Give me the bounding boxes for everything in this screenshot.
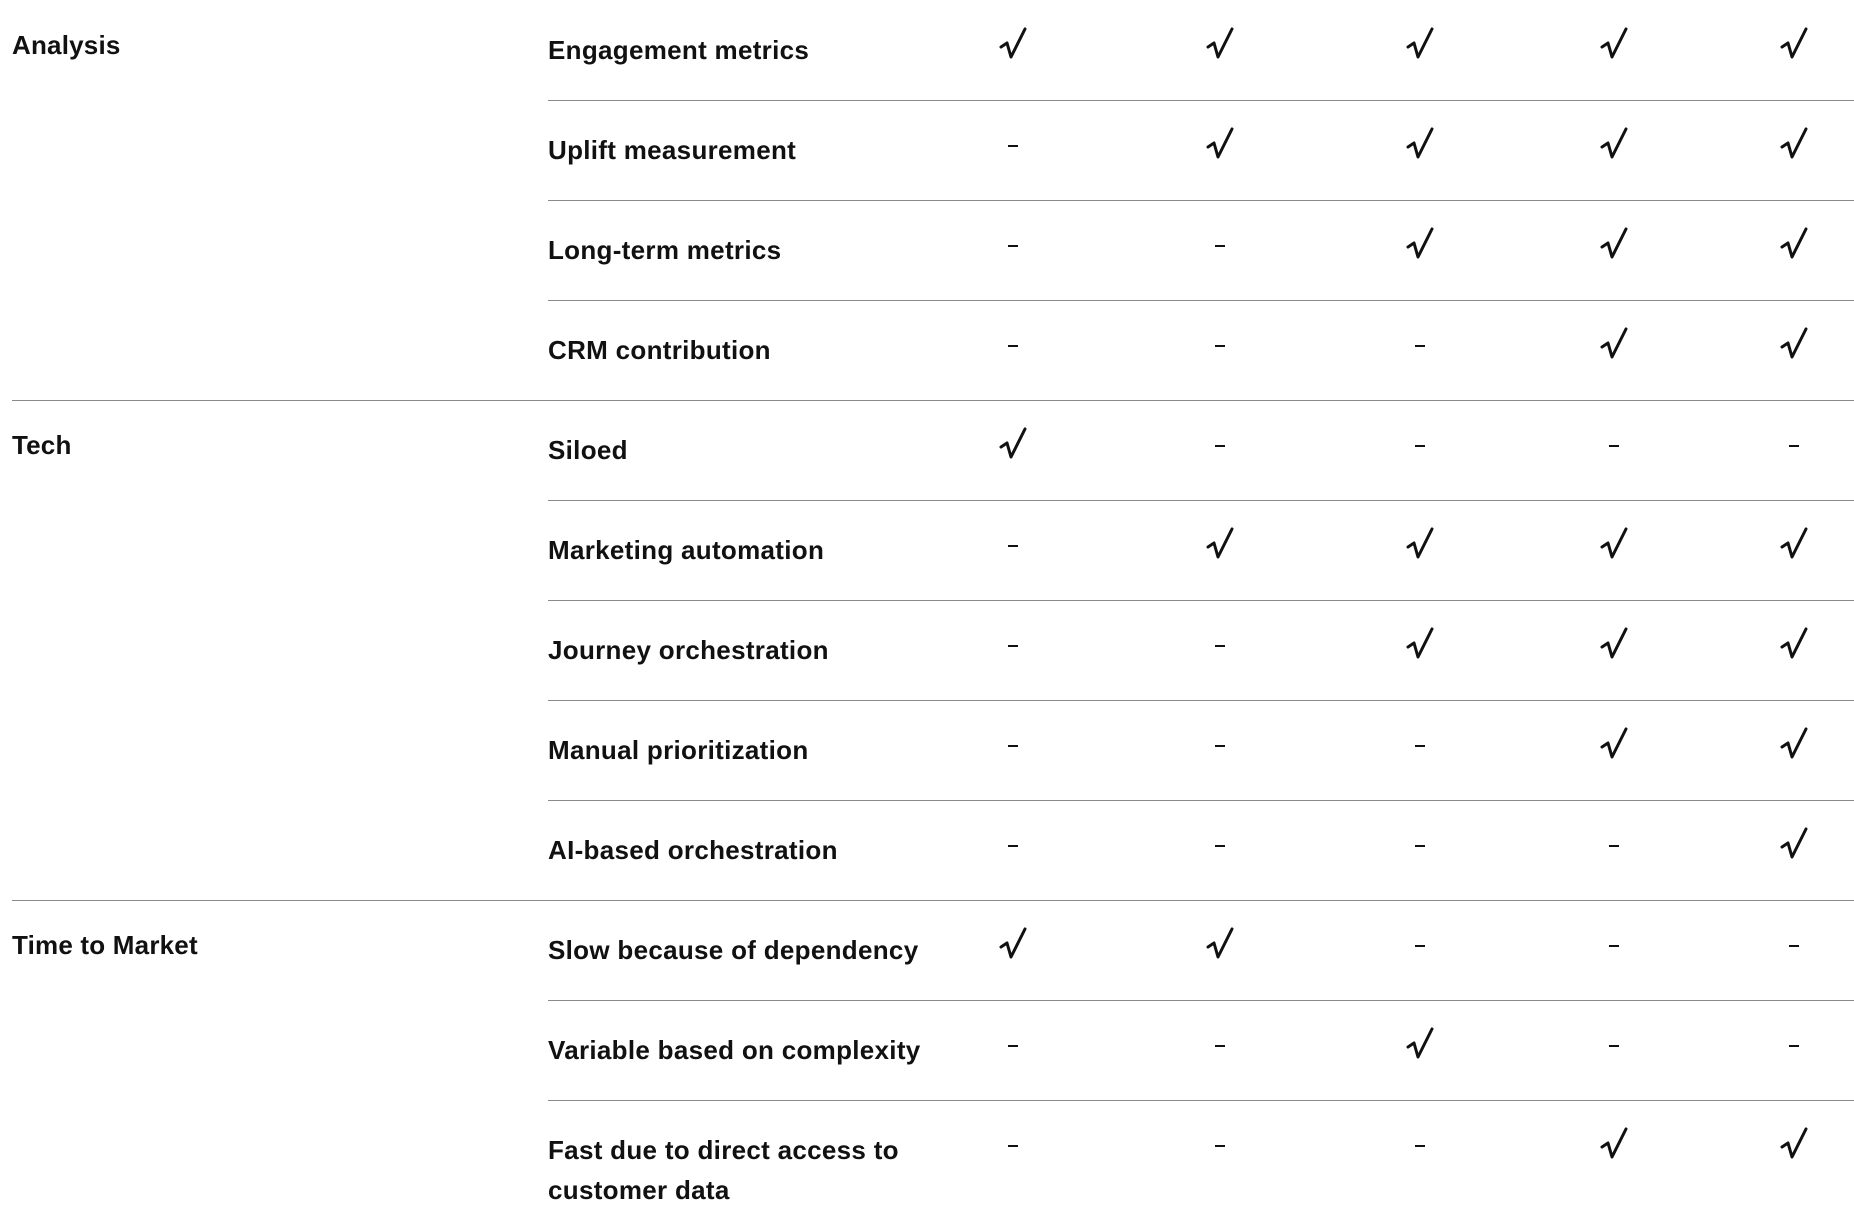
check-icon	[1599, 126, 1629, 162]
check-icon	[1405, 226, 1435, 262]
check-icon	[1779, 826, 1809, 862]
check-icon	[1599, 226, 1629, 262]
dash-icon	[1008, 245, 1018, 247]
category-label: Tech	[12, 430, 72, 460]
feature-row	[0, 0, 1854, 100]
cell-no	[1584, 1024, 1644, 1064]
cell-yes	[1764, 1124, 1824, 1164]
cell-yes	[983, 24, 1043, 64]
feature-row	[0, 900, 1854, 1000]
check-icon	[998, 426, 1028, 462]
cell-no	[1190, 1124, 1250, 1164]
check-icon	[1205, 526, 1235, 562]
cell-yes	[1190, 524, 1250, 564]
check-icon	[1599, 726, 1629, 762]
cell-no	[1584, 924, 1644, 964]
cell-no	[1764, 1024, 1824, 1064]
cell-no	[1190, 624, 1250, 664]
cell-yes	[1764, 624, 1824, 664]
category-label: Time to Market	[12, 930, 198, 960]
cell-no	[1390, 324, 1450, 364]
dash-icon	[1609, 845, 1619, 847]
feature-row	[0, 100, 1854, 200]
row-divider	[548, 1100, 1854, 1101]
check-icon	[1779, 1126, 1809, 1162]
dash-icon	[1789, 945, 1799, 947]
row-divider	[548, 600, 1854, 601]
check-icon	[1405, 26, 1435, 62]
cell-yes	[1764, 124, 1824, 164]
cell-no	[983, 624, 1043, 664]
feature-label: Journey orchestration	[548, 635, 829, 665]
row-divider	[548, 200, 1854, 201]
cell-yes	[1390, 124, 1450, 164]
dash-icon	[1415, 745, 1425, 747]
check-icon	[1205, 26, 1235, 62]
dash-icon	[1215, 445, 1225, 447]
row-divider	[548, 100, 1854, 101]
dash-icon	[1008, 545, 1018, 547]
feature-row	[0, 400, 1854, 500]
cell-no	[1390, 924, 1450, 964]
row-divider	[548, 800, 1854, 801]
feature-label: Slow because of dependency	[548, 935, 919, 965]
feature-label: Siloed	[548, 435, 628, 465]
cell-no	[1390, 824, 1450, 864]
cell-yes	[1764, 24, 1824, 64]
feature-label: Engagement metrics	[548, 35, 810, 65]
cell-yes	[1764, 724, 1824, 764]
cell-no	[1190, 1024, 1250, 1064]
feature-label: Variable based on complexity	[548, 1035, 921, 1065]
dash-icon	[1008, 845, 1018, 847]
cell-no	[1190, 824, 1250, 864]
cell-yes	[1764, 324, 1824, 364]
dash-icon	[1609, 445, 1619, 447]
dash-icon	[1415, 445, 1425, 447]
cell-yes	[1584, 624, 1644, 664]
cell-no	[1764, 424, 1824, 464]
dash-icon	[1008, 145, 1018, 147]
cell-yes	[1390, 24, 1450, 64]
check-icon	[1405, 1026, 1435, 1062]
cell-no	[983, 724, 1043, 764]
cell-no	[1390, 424, 1450, 464]
row-divider	[548, 300, 1854, 301]
cell-no	[1190, 224, 1250, 264]
check-icon	[1779, 26, 1809, 62]
cell-no	[983, 224, 1043, 264]
cell-no	[1584, 424, 1644, 464]
feature-row	[0, 800, 1854, 900]
dash-icon	[1415, 845, 1425, 847]
check-icon	[1779, 326, 1809, 362]
cell-no	[983, 524, 1043, 564]
dash-icon	[1008, 745, 1018, 747]
dash-icon	[1008, 1145, 1018, 1147]
cell-no	[1190, 724, 1250, 764]
cell-yes	[1584, 24, 1644, 64]
cell-yes	[1390, 524, 1450, 564]
cell-yes	[1390, 224, 1450, 264]
cell-yes	[1764, 524, 1824, 564]
cell-yes	[1390, 1024, 1450, 1064]
row-divider	[548, 700, 1854, 701]
dash-icon	[1215, 245, 1225, 247]
feature-row	[0, 200, 1854, 300]
feature-label: Manual prioritization	[548, 735, 809, 765]
check-icon	[998, 26, 1028, 62]
cell-no	[1190, 324, 1250, 364]
cell-yes	[983, 924, 1043, 964]
cell-no	[983, 124, 1043, 164]
feature-row	[0, 700, 1854, 800]
row-divider	[548, 500, 1854, 501]
cell-no	[983, 1124, 1043, 1164]
dash-icon	[1215, 1045, 1225, 1047]
check-icon	[1405, 626, 1435, 662]
cell-no	[983, 1024, 1043, 1064]
dash-icon	[1415, 945, 1425, 947]
cell-yes	[1190, 124, 1250, 164]
feature-label: Long-term metrics	[548, 235, 782, 265]
dash-icon	[1215, 745, 1225, 747]
check-icon	[998, 926, 1028, 962]
cell-yes	[1584, 724, 1644, 764]
cell-yes	[1584, 1124, 1644, 1164]
feature-row	[0, 1000, 1854, 1100]
check-icon	[1779, 526, 1809, 562]
check-icon	[1599, 626, 1629, 662]
check-icon	[1405, 526, 1435, 562]
dash-icon	[1215, 845, 1225, 847]
cell-yes	[1764, 824, 1824, 864]
check-icon	[1599, 26, 1629, 62]
dash-icon	[1215, 345, 1225, 347]
check-icon	[1779, 126, 1809, 162]
cell-no	[1190, 424, 1250, 464]
dash-icon	[1008, 1045, 1018, 1047]
feature-label: Fast due to direct access to customer data	[548, 1135, 899, 1205]
cell-yes	[1584, 224, 1644, 264]
dash-icon	[1609, 1045, 1619, 1047]
cell-no	[1390, 724, 1450, 764]
feature-row	[0, 1100, 1854, 1205]
check-icon	[1779, 626, 1809, 662]
feature-row	[0, 600, 1854, 700]
dash-icon	[1215, 645, 1225, 647]
feature-label: CRM contribution	[548, 335, 771, 365]
cell-no	[983, 324, 1043, 364]
dash-icon	[1215, 1145, 1225, 1147]
cell-no	[1584, 824, 1644, 864]
cell-yes	[983, 424, 1043, 464]
feature-label: Marketing automation	[548, 535, 825, 565]
cell-yes	[1584, 324, 1644, 364]
check-icon	[1779, 726, 1809, 762]
check-icon	[1405, 126, 1435, 162]
cell-no	[1390, 1124, 1450, 1164]
category-label: Analysis	[12, 30, 121, 60]
dash-icon	[1609, 945, 1619, 947]
dash-icon	[1008, 645, 1018, 647]
check-icon	[1599, 526, 1629, 562]
cell-yes	[1764, 224, 1824, 264]
check-icon	[1779, 226, 1809, 262]
cell-yes	[1390, 624, 1450, 664]
dash-icon	[1789, 1045, 1799, 1047]
feature-label: Uplift measurement	[548, 135, 797, 165]
dash-icon	[1008, 345, 1018, 347]
cell-no	[983, 824, 1043, 864]
feature-row	[0, 500, 1854, 600]
feature-label: AI-based orchestration	[548, 835, 838, 865]
check-icon	[1205, 126, 1235, 162]
dash-icon	[1415, 345, 1425, 347]
cell-yes	[1190, 24, 1250, 64]
dash-icon	[1789, 445, 1799, 447]
cell-yes	[1584, 524, 1644, 564]
cell-yes	[1584, 124, 1644, 164]
cell-yes	[1190, 924, 1250, 964]
check-icon	[1599, 326, 1629, 362]
feature-row	[0, 300, 1854, 400]
check-icon	[1599, 1126, 1629, 1162]
check-icon	[1205, 926, 1235, 962]
cell-no	[1764, 924, 1824, 964]
row-divider	[548, 1000, 1854, 1001]
dash-icon	[1415, 1145, 1425, 1147]
